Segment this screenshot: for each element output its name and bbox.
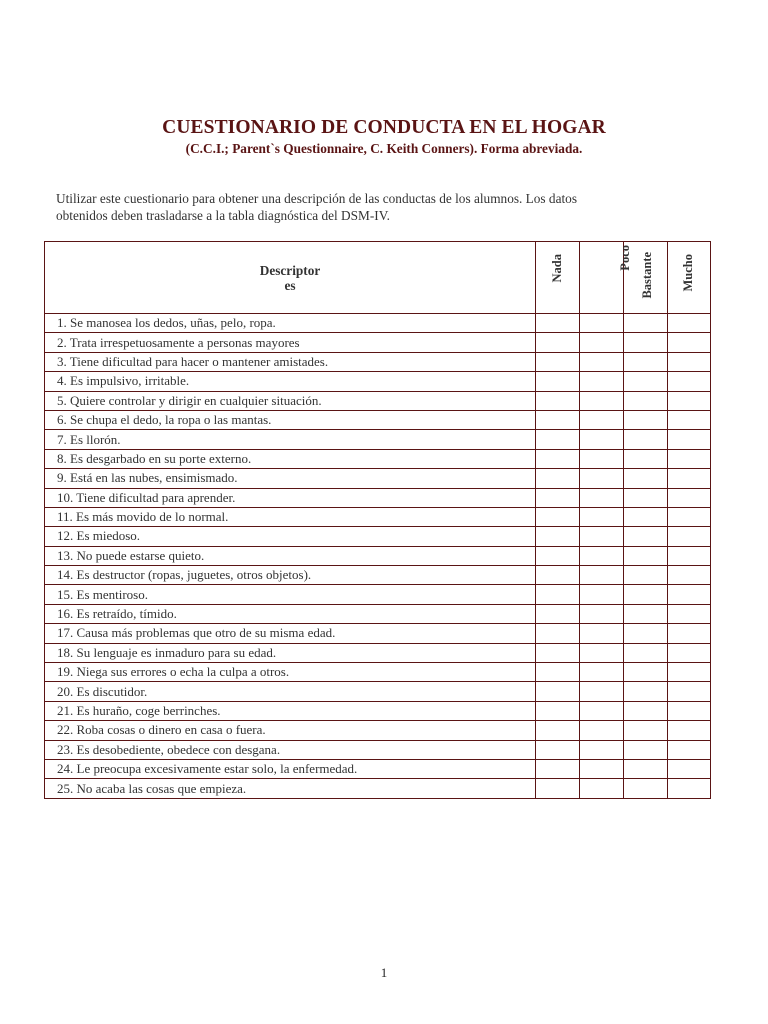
intro-paragraph <box>56 190 706 224</box>
table-row <box>45 507 711 526</box>
answer-cell-poco[interactable] <box>580 624 624 643</box>
answer-cell-poco[interactable] <box>580 527 624 546</box>
table-row <box>45 624 711 643</box>
answer-cell-mucho[interactable] <box>668 391 711 410</box>
answer-cell-nada[interactable] <box>536 391 580 410</box>
answer-cell-bastante[interactable] <box>624 372 668 391</box>
item-descriptor: 8. Es desgarbado en su porte externo. <box>45 449 536 468</box>
answer-cell-nada[interactable] <box>536 663 580 682</box>
table-row <box>45 643 711 662</box>
answer-cell-bastante[interactable] <box>624 701 668 720</box>
page-subtitle: (C.C.I.; Parent`s Questionnaire, C. Keith Conners). Forma abreviada. <box>185 141 583 156</box>
answer-cell-poco[interactable] <box>580 682 624 701</box>
answer-cell-mucho[interactable] <box>668 333 711 352</box>
descriptor-header-line-1: Descriptor <box>259 262 321 278</box>
table-row <box>45 372 711 391</box>
answer-cell-poco[interactable] <box>580 759 624 778</box>
answer-cell-poco[interactable] <box>580 585 624 604</box>
answer-cell-bastante[interactable] <box>624 682 668 701</box>
answer-cell-bastante[interactable] <box>624 643 668 662</box>
answer-cell-poco[interactable] <box>580 604 624 623</box>
answer-cell-nada[interactable] <box>536 643 580 662</box>
table-row <box>45 759 711 778</box>
item-descriptor: 4. Es impulsivo, irritable. <box>45 372 536 391</box>
table-row <box>45 430 711 449</box>
answer-cell-bastante[interactable] <box>624 721 668 740</box>
answer-cell-poco[interactable] <box>580 469 624 488</box>
intro-line-1: Utilizar este cuestionario para obtener una descripción de las conductas de los alumnos. Los datos <box>56 191 578 206</box>
answer-cell-poco[interactable] <box>580 507 624 526</box>
descriptor-header-line-2: es <box>284 277 296 293</box>
answer-cell-mucho[interactable] <box>668 410 711 429</box>
answer-cell-bastante[interactable] <box>624 624 668 643</box>
answer-cell-bastante[interactable] <box>624 449 668 468</box>
item-descriptor: 20. Es discutidor. <box>45 682 536 701</box>
answer-cell-mucho[interactable] <box>668 721 711 740</box>
table-row <box>45 566 711 585</box>
table-row <box>45 740 711 759</box>
column-label-mucho: Mucho <box>681 254 695 292</box>
answer-cell-poco[interactable] <box>580 410 624 429</box>
answer-cell-nada[interactable] <box>536 604 580 623</box>
answer-cell-poco[interactable] <box>580 449 624 468</box>
answer-cell-nada[interactable] <box>536 759 580 778</box>
item-descriptor: 19. Niega sus errores o echa la culpa a otros. <box>45 663 536 682</box>
answer-cell-nada[interactable] <box>536 507 580 526</box>
answer-cell-mucho[interactable] <box>668 469 711 488</box>
answer-cell-nada[interactable] <box>536 314 580 333</box>
table-row <box>45 546 711 565</box>
answer-cell-nada[interactable] <box>536 740 580 759</box>
answer-cell-bastante[interactable] <box>624 410 668 429</box>
item-descriptor: 16. Es retraído, tímido. <box>45 604 536 623</box>
answer-cell-mucho[interactable] <box>668 488 711 507</box>
answer-cell-bastante[interactable] <box>624 333 668 352</box>
answer-cell-nada[interactable] <box>536 779 580 798</box>
answer-cell-bastante[interactable] <box>624 779 668 798</box>
answer-cell-nada[interactable] <box>536 624 580 643</box>
item-descriptor: 3. Tiene dificultad para hacer o mantener amistades. <box>45 352 536 371</box>
answer-cell-mucho[interactable] <box>668 643 711 662</box>
answer-cell-bastante[interactable] <box>624 566 668 585</box>
answer-cell-mucho[interactable] <box>668 314 711 333</box>
answer-cell-mucho[interactable] <box>668 449 711 468</box>
column-header-bastante <box>624 242 668 314</box>
table-row <box>45 410 711 429</box>
column-label-nada: Nada <box>549 254 564 283</box>
answer-cell-bastante[interactable] <box>624 469 668 488</box>
answer-cell-bastante[interactable] <box>624 604 668 623</box>
answer-cell-poco[interactable] <box>580 663 624 682</box>
answer-cell-bastante[interactable] <box>624 430 668 449</box>
table-row <box>45 663 711 682</box>
answer-cell-poco[interactable] <box>580 333 624 352</box>
item-descriptor: 14. Es destructor (ropas, juguetes, otros objetos). <box>45 566 536 585</box>
item-descriptor: 11. Es más movido de lo normal. <box>45 507 536 526</box>
item-descriptor: 10. Tiene dificultad para aprender. <box>45 488 536 507</box>
item-descriptor: 18. Su lenguaje es inmaduro para su edad. <box>45 643 536 662</box>
answer-cell-mucho[interactable] <box>668 701 711 720</box>
table-row <box>45 527 711 546</box>
answer-cell-poco[interactable] <box>580 740 624 759</box>
answer-cell-poco[interactable] <box>580 391 624 410</box>
table-row <box>45 585 711 604</box>
answer-cell-poco[interactable] <box>580 643 624 662</box>
answer-cell-nada[interactable] <box>536 469 580 488</box>
answer-cell-mucho[interactable] <box>668 740 711 759</box>
table-row <box>45 604 711 623</box>
table-row <box>45 449 711 468</box>
answer-cell-nada[interactable] <box>536 701 580 720</box>
answer-cell-mucho[interactable] <box>668 604 711 623</box>
table-row <box>45 333 711 352</box>
answer-cell-mucho[interactable] <box>668 527 711 546</box>
answer-cell-bastante[interactable] <box>624 507 668 526</box>
answer-cell-bastante[interactable] <box>624 546 668 565</box>
answer-cell-bastante[interactable] <box>624 663 668 682</box>
answer-cell-nada[interactable] <box>536 546 580 565</box>
table-row <box>45 682 711 701</box>
answer-cell-mucho[interactable] <box>668 663 711 682</box>
table-row <box>45 779 711 798</box>
table-row <box>45 391 711 410</box>
column-label-bastante: Bastante <box>639 252 654 299</box>
answer-cell-bastante[interactable] <box>624 740 668 759</box>
answer-cell-mucho[interactable] <box>668 779 711 798</box>
table-row <box>45 488 711 507</box>
answer-cell-bastante[interactable] <box>624 352 668 371</box>
answer-cell-nada[interactable] <box>536 430 580 449</box>
table-row <box>45 469 711 488</box>
answer-cell-bastante[interactable] <box>624 488 668 507</box>
answer-cell-poco[interactable] <box>580 430 624 449</box>
answer-cell-mucho[interactable] <box>668 759 711 778</box>
descriptor-header <box>45 242 536 314</box>
questionnaire-table <box>44 241 711 799</box>
table-row <box>45 352 711 371</box>
answer-cell-bastante[interactable] <box>624 391 668 410</box>
answer-cell-poco[interactable] <box>580 546 624 565</box>
answer-cell-poco[interactable] <box>580 701 624 720</box>
answer-cell-bastante[interactable] <box>624 759 668 778</box>
answer-cell-poco[interactable] <box>580 721 624 740</box>
answer-cell-mucho[interactable] <box>668 430 711 449</box>
answer-cell-nada[interactable] <box>536 682 580 701</box>
table-row <box>45 314 711 333</box>
answer-cell-nada[interactable] <box>536 372 580 391</box>
item-descriptor: 25. No acaba las cosas que empieza. <box>45 779 536 798</box>
table-row <box>45 721 711 740</box>
answer-cell-nada[interactable] <box>536 566 580 585</box>
answer-cell-bastante[interactable] <box>624 314 668 333</box>
item-descriptor: 6. Se chupa el dedo, la ropa o las mantas. <box>45 410 536 429</box>
item-descriptor: 1. Se manosea los dedos, uñas, pelo, ropa. <box>45 314 536 333</box>
answer-cell-nada[interactable] <box>536 721 580 740</box>
answer-cell-nada[interactable] <box>536 585 580 604</box>
item-descriptor: 15. Es mentiroso. <box>45 585 536 604</box>
answer-cell-nada[interactable] <box>536 333 580 352</box>
intro-line-2: obtenidos deben trasladarse a la tabla diagnóstica del DSM-IV. <box>56 208 390 223</box>
answer-cell-poco[interactable] <box>580 314 624 333</box>
table-header-row <box>45 242 711 314</box>
answer-cell-mucho[interactable] <box>668 624 711 643</box>
answer-cell-bastante[interactable] <box>624 585 668 604</box>
column-label-poco: Poco <box>617 245 632 271</box>
item-descriptor: 23. Es desobediente, obedece con desgana. <box>45 740 536 759</box>
item-descriptor: 9. Está en las nubes, ensimismado. <box>45 469 536 488</box>
column-header-mucho <box>668 242 711 314</box>
answer-cell-poco[interactable] <box>580 372 624 391</box>
answer-cell-nada[interactable] <box>536 352 580 371</box>
answer-cell-bastante[interactable] <box>624 527 668 546</box>
answer-cell-mucho[interactable] <box>668 546 711 565</box>
item-descriptor: 5. Quiere controlar y dirigir en cualquier situación. <box>45 391 536 410</box>
answer-cell-poco[interactable] <box>580 488 624 507</box>
answer-cell-mucho[interactable] <box>668 566 711 585</box>
answer-cell-nada[interactable] <box>536 410 580 429</box>
answer-cell-nada[interactable] <box>536 449 580 468</box>
item-descriptor: 2. Trata irrespetuosamente a personas mayores <box>45 333 536 352</box>
answer-cell-nada[interactable] <box>536 527 580 546</box>
page-number: 1 <box>380 965 388 980</box>
table-row <box>45 701 711 720</box>
answer-cell-mucho[interactable] <box>668 507 711 526</box>
item-descriptor: 22. Roba cosas o dinero en casa o fuera. <box>45 721 536 740</box>
item-descriptor: 12. Es miedoso. <box>45 527 536 546</box>
item-descriptor: 17. Causa más problemas que otro de su misma edad. <box>45 624 536 643</box>
item-descriptor: 7. Es llorón. <box>45 430 536 449</box>
answer-cell-mucho[interactable] <box>668 585 711 604</box>
answer-cell-mucho[interactable] <box>668 682 711 701</box>
item-descriptor: 13. No puede estarse quieto. <box>45 546 536 565</box>
answer-cell-poco[interactable] <box>580 352 624 371</box>
answer-cell-poco[interactable] <box>580 566 624 585</box>
answer-cell-mucho[interactable] <box>668 352 711 371</box>
page-title: CUESTIONARIO DE CONDUCTA EN EL HOGAR <box>162 117 606 138</box>
answer-cell-nada[interactable] <box>536 488 580 507</box>
item-descriptor: 21. Es huraño, coge berrinches. <box>45 701 536 720</box>
answer-cell-poco[interactable] <box>580 779 624 798</box>
item-descriptor: 24. Le preocupa excesivamente estar solo, la enfermedad. <box>45 759 536 778</box>
column-header-poco <box>580 242 632 314</box>
answer-cell-mucho[interactable] <box>668 372 711 391</box>
column-header-nada <box>536 242 580 314</box>
